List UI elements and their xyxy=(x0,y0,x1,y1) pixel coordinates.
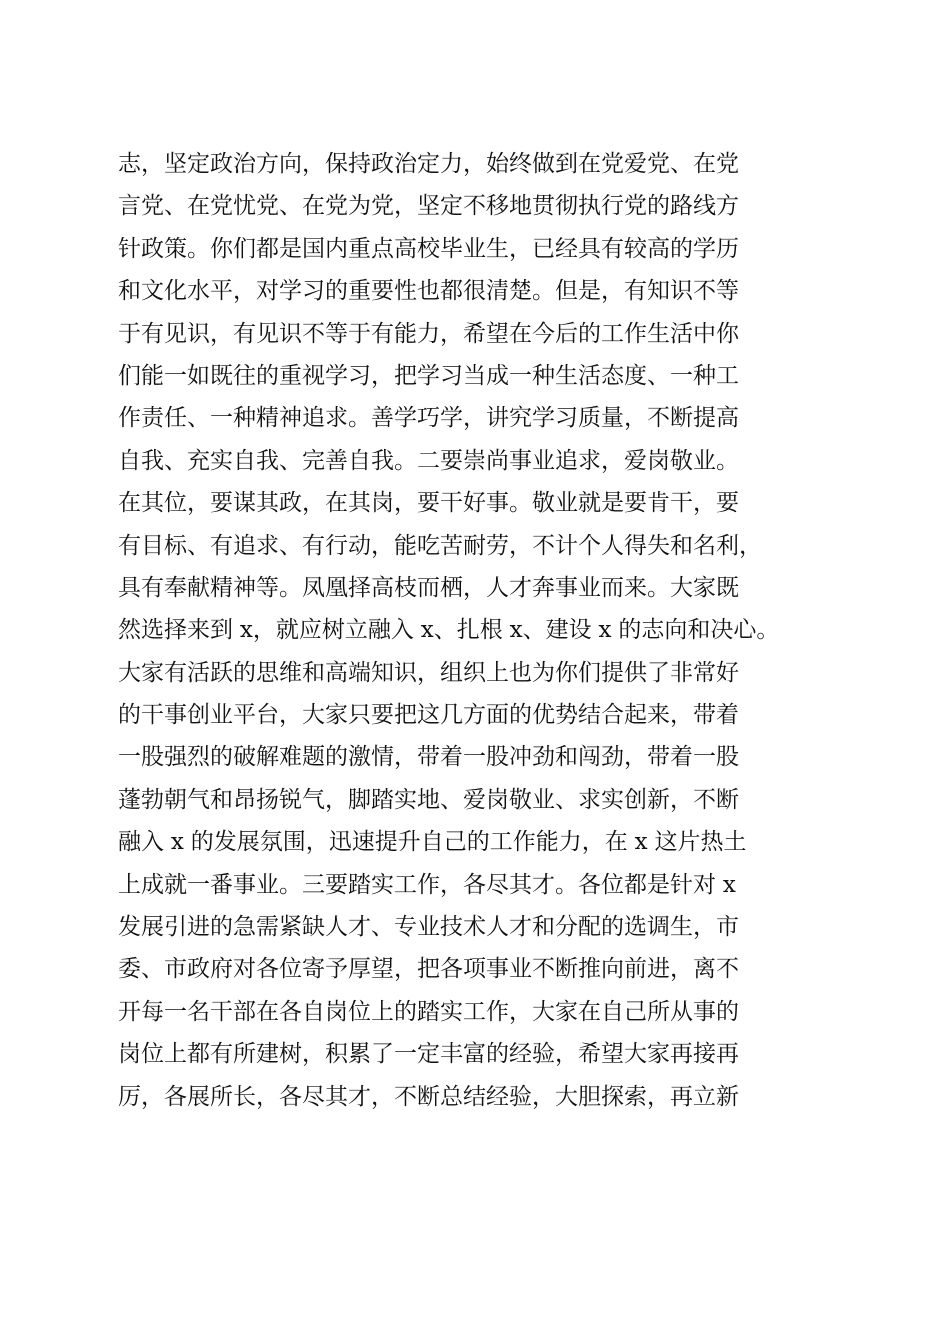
text-line-17 xyxy=(118,821,838,863)
text-run: 委、市政府对各位寄予厚望，把各项事业不断推向前进，离不 xyxy=(118,956,739,983)
text-run: x xyxy=(722,871,736,898)
text-run: 开每一名干部在各自岗位上的踏实工作，大家在自己所从事的 xyxy=(118,998,739,1025)
text-run: x，就应树立融入 xyxy=(239,617,414,644)
text-line-18 xyxy=(118,864,838,906)
text-run: 大家有活跃的思维和高端知识，组织上也为你们提供了非常好 xyxy=(118,659,739,686)
body-text xyxy=(118,143,838,1118)
text-run: 于有见识，有见识不等于有能力，希望在今后的工作生活中你 xyxy=(118,320,739,347)
text-line-13 xyxy=(118,652,838,694)
text-line-22 xyxy=(118,1033,838,1075)
text-line-23 xyxy=(118,1076,838,1118)
text-run: 厉，各展所长，各尽其才，不断总结经验，大胆探索，再立新 xyxy=(118,1083,739,1110)
text-line-3 xyxy=(118,228,838,270)
text-run: 的发展氛围，迅速提升自己的工作能力，在 xyxy=(190,829,628,856)
text-run: 岗位上都有所建树，积累了一定丰富的经验，希望大家再接再 xyxy=(118,1041,739,1068)
text-run: 的志向和决心。 xyxy=(618,617,780,644)
text-line-4 xyxy=(118,270,838,312)
text-line-14 xyxy=(118,694,838,736)
text-line-2 xyxy=(118,185,838,227)
text-run: 针政策。你们都是国内重点高校毕业生，已经具有较高的学历 xyxy=(118,235,739,262)
text-run: 这片热土 xyxy=(654,829,747,856)
text-line-1 xyxy=(118,143,838,185)
text-line-11 xyxy=(118,567,838,609)
text-run: 上成就一番事业。三要踏实工作，各尽其才。各位都是针对 xyxy=(118,871,716,898)
text-run: 们能一如既往的重视学习，把学习当成一种生活态度、一种工 xyxy=(118,362,739,389)
text-run: 发展引进的急需紧缺人才、专业技术人才和分配的选调生，市 xyxy=(118,914,739,941)
text-run: 一股强烈的破解难题的激情，带着一股冲劲和闯劲，带着一股 xyxy=(118,744,739,771)
text-run: 志，坚定政治方向，保持政治定力，始终做到在党爱党、在党 xyxy=(118,151,739,177)
text-run: 具有奉献精神等。凤凰择高枝而栖，人才奔事业而来。大家既 xyxy=(118,574,739,601)
text-run: 言党、在党忧党、在党为党，坚定不移地贯彻执行党的路线方 xyxy=(118,193,739,220)
text-run: 有目标、有追求、有行动，能吃苦耐劳，不计个人得失和名利， xyxy=(118,532,762,559)
text-run: 自我、充实自我、完善自我。二要崇尚事业追求，爱岗敬业。 xyxy=(118,447,739,474)
text-run: 和文化水平，对学习的重要性也都很清楚。但是，有知识不等 xyxy=(118,278,739,305)
text-run: x xyxy=(634,829,648,856)
text-line-21 xyxy=(118,991,838,1033)
text-run: x xyxy=(170,829,184,856)
text-line-12 xyxy=(118,609,838,651)
text-run: 蓬勃朝气和昂扬锐气，脚踏实地、爱岗敬业、求实创新，不断 xyxy=(118,786,739,813)
text-run: 融入 xyxy=(118,829,164,856)
text-run: 然选择来到 xyxy=(118,617,233,644)
text-line-8 xyxy=(118,440,838,482)
text-line-19 xyxy=(118,906,838,948)
text-run: x xyxy=(598,617,612,644)
text-run: x、建设 xyxy=(509,617,592,644)
text-line-5 xyxy=(118,313,838,355)
text-line-7 xyxy=(118,397,838,439)
text-run: 作责任、一种精神追求。善学巧学，讲究学习质量，不断提高 xyxy=(118,405,739,432)
text-run: 的干事创业平台，大家只要把这几方面的优势结合起来，带着 xyxy=(118,702,739,729)
text-run: 在其位，要谋其政，在其岗，要干好事。敬业就是要肯干，要 xyxy=(118,490,739,517)
text-run: x、扎根 xyxy=(420,617,503,644)
text-line-6 xyxy=(118,355,838,397)
text-line-10 xyxy=(118,525,838,567)
text-line-20 xyxy=(118,948,838,990)
text-line-15 xyxy=(118,736,838,778)
text-line-16 xyxy=(118,779,838,821)
text-line-9 xyxy=(118,482,838,524)
